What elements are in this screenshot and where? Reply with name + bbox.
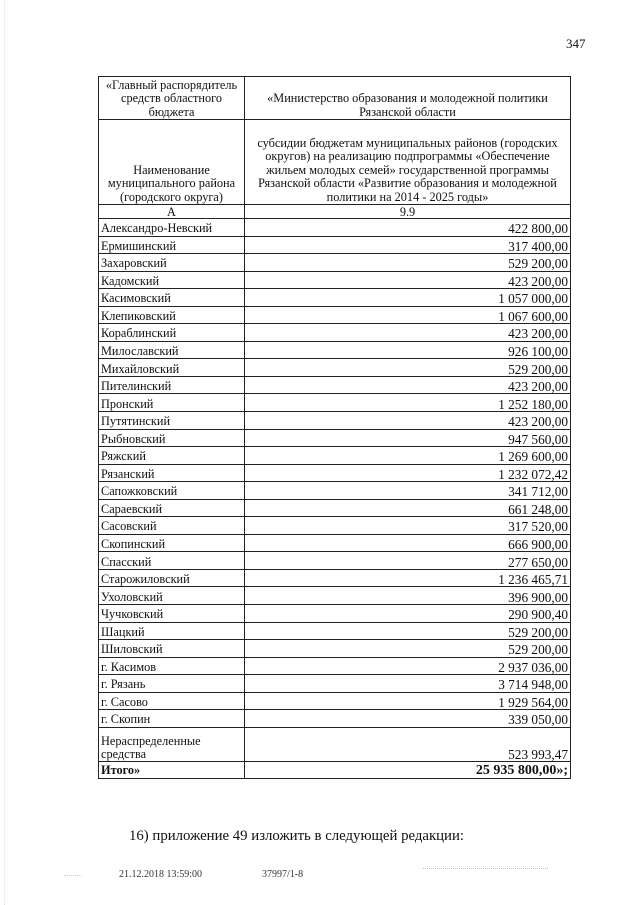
subsidy-amount: 317 400,00 [245, 236, 571, 254]
subsidy-amount: 423 200,00 [245, 376, 571, 394]
subsidy-amount: 2 937 036,00 [245, 657, 571, 675]
page-number: 347 [566, 36, 586, 51]
district-name: Кадомский [99, 271, 245, 289]
subsidy-amount: 947 560,00 [245, 429, 571, 447]
table-row [99, 692, 571, 710]
scan-margin-artifact [4, 0, 6, 905]
district-name: Кораблинский [99, 324, 245, 342]
table-row [99, 675, 571, 693]
subsidy-amount: 1 232 072,42 [245, 464, 571, 482]
subsidy-amount: 422 800,00 [245, 219, 571, 237]
table-row [99, 341, 571, 359]
table-row [99, 412, 571, 430]
district-name: Касимовский [99, 289, 245, 307]
subsidy-amount: 1 929 564,00 [245, 692, 571, 710]
district-name: Ермишинский [99, 236, 245, 254]
table-row [99, 640, 571, 658]
district-name: Рязанский [99, 464, 245, 482]
table-row [99, 605, 571, 623]
table-row [99, 254, 571, 272]
subsidy-amount: 529 200,00 [245, 254, 571, 272]
district-name: Шацкий [99, 622, 245, 640]
table-row [99, 219, 571, 237]
district-name: г. Сасово [99, 692, 245, 710]
table-row [99, 710, 571, 728]
subsidy-column-header: субсидии бюджетам муниципальных районов (городских округов) на реализацию подпрограммы «Обеспечение жильем молодых семей» государственной программы Рязанской области «Развитие образования и молодежной политики на 2014 - 2025 годы» [245, 120, 571, 205]
district-name: Шиловский [99, 640, 245, 658]
subsidy-amount: 423 200,00 [245, 324, 571, 342]
subsidy-amount: 529 200,00 [245, 622, 571, 640]
subsidy-amount: 529 200,00 [245, 640, 571, 658]
district-name: г. Рязань [99, 675, 245, 693]
table-row [99, 657, 571, 675]
district-name: Путятинский [99, 412, 245, 430]
subsidy-amount: 1 252 180,00 [245, 394, 571, 412]
amendment-paragraph: 16) приложение 49 изложить в следующей редакции: [129, 828, 464, 844]
footer-doc-id: 37997/1-8 [262, 869, 304, 880]
table-row [99, 376, 571, 394]
subsidy-amount: 423 200,00 [245, 271, 571, 289]
subsidy-amount: 3 714 948,00 [245, 675, 571, 693]
column-index-b: 9.9 [245, 205, 571, 219]
table-row [99, 271, 571, 289]
subsidy-amount: 341 712,00 [245, 482, 571, 500]
district-name: Александро-Невский [99, 219, 245, 237]
district-name: Старожиловский [99, 569, 245, 587]
table-row [99, 394, 571, 412]
column-index-row [99, 205, 571, 219]
manager-label: «Главный распорядитель средств областного бюджета [99, 77, 245, 120]
subsidy-amount: 317 520,00 [245, 517, 571, 535]
table-row [99, 359, 571, 377]
header-row-manager [99, 77, 571, 120]
district-name: Сапожковский [99, 482, 245, 500]
scan-noise-artifact [423, 868, 548, 875]
district-name: Спасский [99, 552, 245, 570]
table-row [99, 464, 571, 482]
scan-noise-artifact [64, 875, 82, 880]
subsidy-amount: 1 057 000,00 [245, 289, 571, 307]
district-name: Рыбновский [99, 429, 245, 447]
district-name: Ухоловский [99, 587, 245, 605]
subsidy-amount: 529 200,00 [245, 359, 571, 377]
district-name: Захаровский [99, 254, 245, 272]
total-row [99, 761, 571, 778]
district-name: Скопинский [99, 534, 245, 552]
unallocated-row [99, 727, 571, 761]
table-row [99, 534, 571, 552]
district-name: Михайловский [99, 359, 245, 377]
district-name: Сараевский [99, 499, 245, 517]
name-column-header: Наименование муниципального района (городского округа) [99, 120, 245, 205]
table-row [99, 429, 571, 447]
table-row [99, 482, 571, 500]
table-row [99, 552, 571, 570]
table-row [99, 517, 571, 535]
table-row [99, 622, 571, 640]
subsidy-amount: 290 900,40 [245, 605, 571, 623]
subsidy-amount: 396 900,00 [245, 587, 571, 605]
header-row-columns [99, 120, 571, 205]
district-name: Пронский [99, 394, 245, 412]
district-name: Милославский [99, 341, 245, 359]
subsidy-table [98, 76, 571, 779]
district-name: г. Скопин [99, 710, 245, 728]
manager-value: «Министерство образования и молодежной политики Рязанской области [245, 77, 571, 120]
subsidy-amount: 666 900,00 [245, 534, 571, 552]
district-name: Пителинский [99, 376, 245, 394]
column-index-a: А [99, 205, 245, 219]
table-row [99, 447, 571, 465]
table-row [99, 306, 571, 324]
footer-timestamp: 21.12.2018 13:59:00 [119, 869, 203, 880]
table-row [99, 587, 571, 605]
district-name: Чучковский [99, 605, 245, 623]
subsidy-amount: 277 650,00 [245, 552, 571, 570]
table-row [99, 499, 571, 517]
total-amount: 25 935 800,00»; [245, 761, 571, 778]
subsidy-amount: 926 100,00 [245, 341, 571, 359]
district-name: Ряжский [99, 447, 245, 465]
subsidy-amount: 1 269 600,00 [245, 447, 571, 465]
subsidy-amount: 423 200,00 [245, 412, 571, 430]
total-label: Итого» [99, 761, 245, 778]
district-name: г. Касимов [99, 657, 245, 675]
table-row [99, 289, 571, 307]
district-name: Клепиковский [99, 306, 245, 324]
district-name: Сасовский [99, 517, 245, 535]
unallocated-label: Нераспределенные средства [99, 727, 245, 761]
table-row [99, 324, 571, 342]
subsidy-amount: 339 050,00 [245, 710, 571, 728]
subsidy-amount: 1 236 465,71 [245, 569, 571, 587]
table-row [99, 236, 571, 254]
subsidy-amount: 1 067 600,00 [245, 306, 571, 324]
unallocated-amount: 523 993,47 [245, 727, 571, 761]
table-row [99, 569, 571, 587]
subsidy-amount: 661 248,00 [245, 499, 571, 517]
